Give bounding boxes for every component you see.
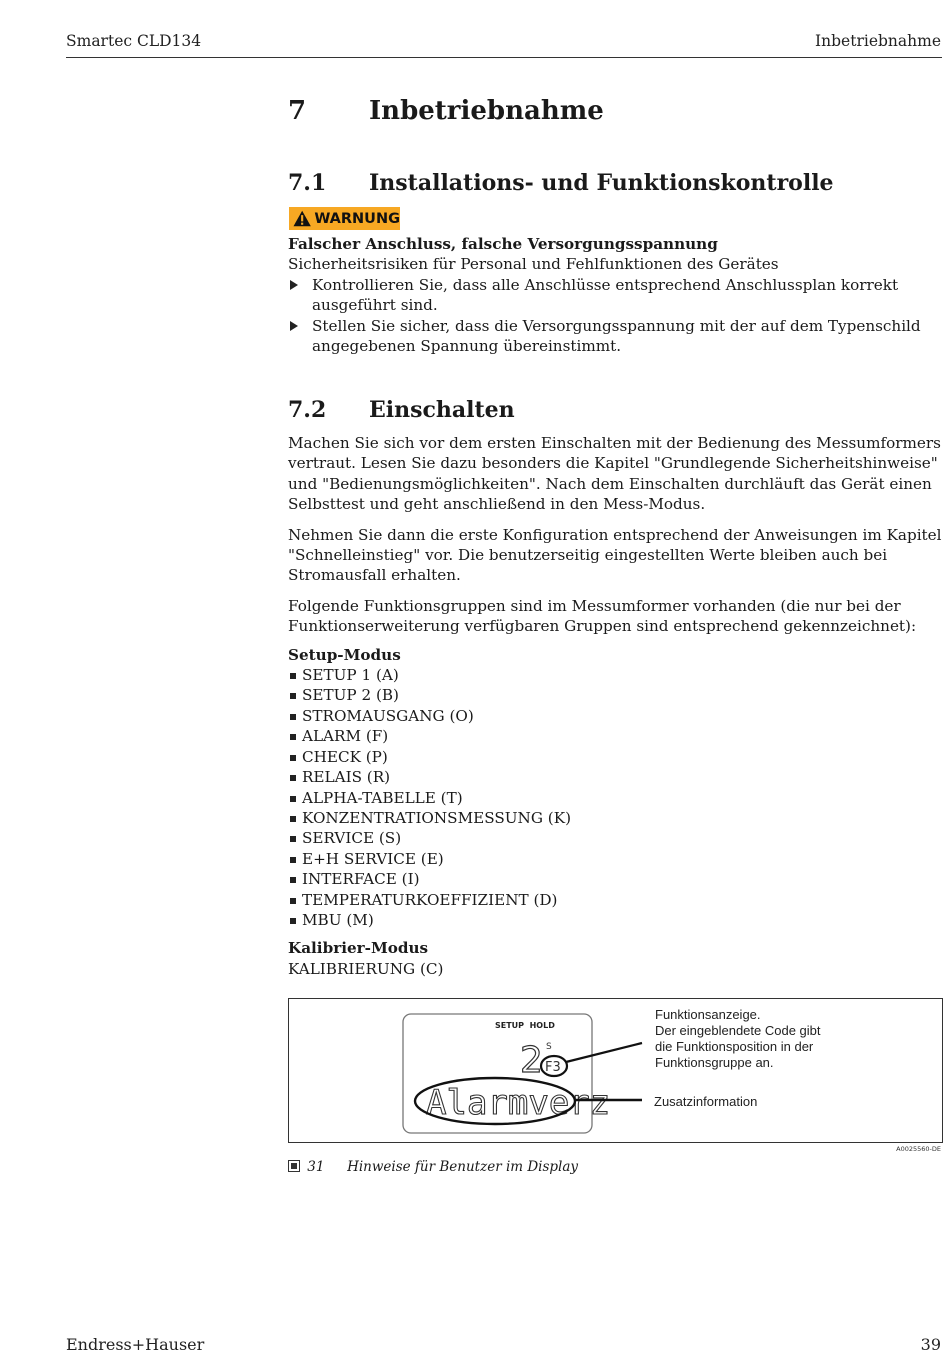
figure-caption xyxy=(288,1159,578,1175)
arrow-bullet-icon xyxy=(290,321,298,331)
setup-list xyxy=(288,665,943,930)
page-number: 39 xyxy=(920,1335,941,1354)
list-item: KONZENTRATIONSMESSUNG (K) xyxy=(288,808,943,828)
lcd-main-text: Alarmverz xyxy=(426,1083,611,1123)
list-item: RELAIS (R) xyxy=(288,767,943,787)
list-item: MBU (M) xyxy=(288,910,943,930)
square-bullet-icon xyxy=(290,857,296,863)
square-bullet-icon xyxy=(290,918,296,924)
square-bullet-icon xyxy=(290,898,296,904)
caption-number: 31 xyxy=(307,1159,325,1175)
action-item: Kontrollieren Sie, dass alle Anschlüsse entsprechend Anschlussplan korrekt ausgeführt sind. xyxy=(288,275,943,316)
subsection-heading-7-1 xyxy=(288,170,834,196)
warning-badge xyxy=(289,207,400,230)
warning-text: Sicherheitsrisiken für Personal und Fehlfunktionen des Gerätes xyxy=(288,255,779,274)
header-rule xyxy=(66,57,942,58)
callout-2-text: Zusatzinformation xyxy=(654,1094,758,1109)
paragraph: Folgende Funktionsgruppen sind im Messumformer vorhanden (die nur bei der Funktionserweiterung verfügbaren Gruppen sind entsprechend gekennzeichnet): xyxy=(288,596,917,636)
action-item: Stellen Sie sicher, dass die Versorgungsspannung mit der auf dem Typenschild angegebenen Spannung übereinstimmt. xyxy=(288,316,943,357)
square-bullet-icon xyxy=(290,836,296,842)
square-bullet-icon xyxy=(290,693,296,699)
lcd-function-code: F3 xyxy=(545,1060,561,1075)
subsection-number: 7.2 xyxy=(288,397,327,423)
square-bullet-icon xyxy=(290,816,296,822)
subsection-heading-7-2 xyxy=(288,397,515,423)
header-chapter: Inbetriebnahme xyxy=(815,32,941,50)
figure-id: A0025560-DE xyxy=(896,1145,941,1153)
warning-triangle-icon xyxy=(293,210,311,227)
section-number: 7 xyxy=(288,96,307,126)
display-figure xyxy=(288,998,943,1143)
square-bullet-icon xyxy=(290,877,296,883)
lcd-digit: 2 xyxy=(520,1040,543,1081)
list-item: INTERFACE (I) xyxy=(288,869,943,889)
section-title: Inbetriebnahme xyxy=(369,96,604,126)
square-bullet-icon xyxy=(290,734,296,740)
list-item: ALARM (F) xyxy=(288,726,943,746)
list-item: ALPHA-TABELLE (T) xyxy=(288,788,943,808)
callout-1-text: Funktionsanzeige. Der eingeblendete Code gibt die Funktionsposition in der Funktionsgruppe an. xyxy=(655,1007,821,1070)
paragraph: Machen Sie sich vor dem ersten Einschalten mit der Bedienung des Messumformers vertraut. Lesen Sie dazu besonders die Kapitel "Grundlegende Sicherheitshinweise" und "Bedienungsmöglichkeiten". Nach dem Einschalten durchläuft das Gerät einen Selbsttest und geht anschließend in den Mess-Modus. xyxy=(288,434,941,514)
warning-label: WARNUNG xyxy=(314,210,400,227)
lcd-status-text: SETUP HOLD xyxy=(495,1021,555,1030)
calibration-heading: Kalibrier-Modus xyxy=(288,939,429,958)
header-product: Smartec CLD134 xyxy=(66,32,202,50)
paragraph: Nehmen Sie dann die erste Konfiguration entsprechend der Anweisungen im Kapitel "Schnelleinstieg" vor. Die benutzerseitig eingestellten Werte bleiben auch bei Stromausfall erhalten. xyxy=(288,525,942,585)
subsection-title: Installations- und Funktionskontrolle xyxy=(369,170,834,196)
section-heading xyxy=(288,96,604,126)
setup-heading: Setup-Modus xyxy=(288,645,401,664)
list-item: TEMPERATURKOEFFIZIENT (D) xyxy=(288,890,943,910)
subsection-title: Einschalten xyxy=(369,397,515,423)
warning-block xyxy=(288,234,943,356)
display-diagram xyxy=(289,999,942,1142)
list-item: SETUP 1 (A) xyxy=(288,665,943,685)
square-bullet-icon xyxy=(290,775,296,781)
square-bullet-icon xyxy=(290,714,296,720)
list-item: E+H SERVICE (E) xyxy=(288,849,943,869)
footer-brand: Endress+Hauser xyxy=(66,1335,205,1354)
square-bullet-icon xyxy=(290,673,296,679)
lcd-small-indicator: S xyxy=(546,1042,552,1052)
square-bullet-icon xyxy=(290,755,296,761)
list-item: STROMAUSGANG (O) xyxy=(288,706,943,726)
square-bullet-icon xyxy=(290,796,296,802)
calibration-item: KALIBRIERUNG (C) xyxy=(288,959,444,978)
warning-title: Falscher Anschluss, falsche Versorgungsspannung xyxy=(288,235,718,253)
subsection-number: 7.1 xyxy=(288,170,327,196)
list-item: SERVICE (S) xyxy=(288,828,943,848)
callout-line-1 xyxy=(566,1043,642,1062)
body-text xyxy=(288,433,943,979)
caption-text: Hinweise für Benutzer im Display xyxy=(347,1159,579,1175)
figure-icon xyxy=(288,1160,300,1172)
list-item: CHECK (P) xyxy=(288,747,943,767)
list-item: SETUP 2 (B) xyxy=(288,685,943,705)
arrow-bullet-icon xyxy=(290,280,298,290)
